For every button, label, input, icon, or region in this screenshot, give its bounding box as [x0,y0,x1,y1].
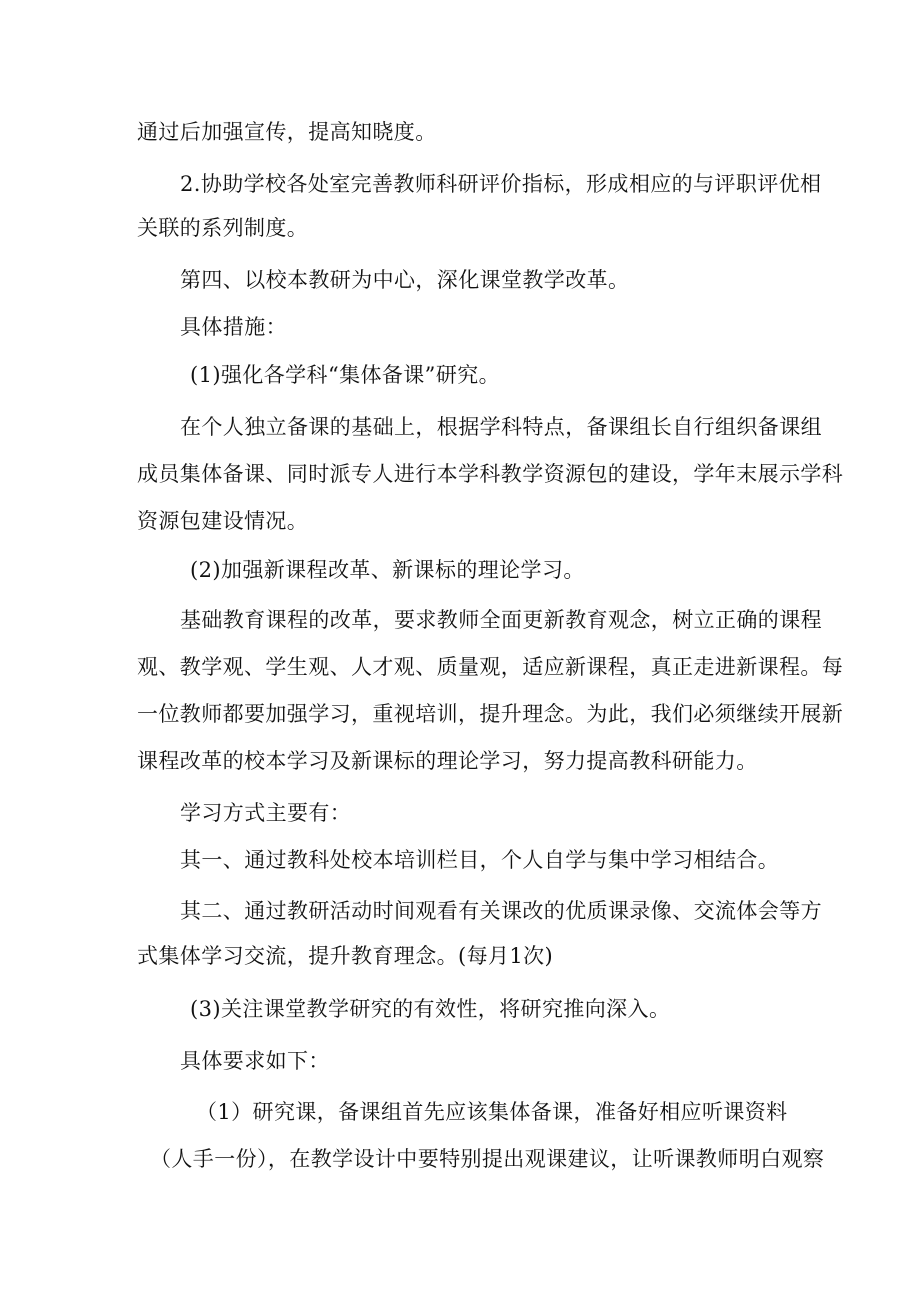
paragraph-line: 2.协助学校各处室完善教师科研评价指标，形成相应的与评职评优相 [180,172,822,196]
paragraph-line: 通过后加强宣传，提高知晓度。 [137,120,437,144]
subheading: (1)强化各学科“集体备课”研究。 [190,363,501,387]
subheading: (2)加强新课程改革、新课标的理论学习。 [190,558,585,582]
paragraph-line: 成员集体备课、同时派专人进行本学科教学资源包的建设，学年末展示学科 [137,462,844,486]
paragraph-line: 具体要求如下： [180,1049,330,1073]
paragraph-line: 具体措施： [180,315,287,339]
subheading: (3)关注课堂教学研究的有效性，将研究推向深入。 [190,997,671,1021]
paragraph-line: 其二、通过教研活动时间观看有关课改的优质课录像、交流体会等方 [180,899,822,923]
paragraph-line: 关联的系列制度。 [137,216,309,240]
paragraph-line: 学习方式主要有： [180,801,352,825]
paragraph-line: （1）研究课，备课组首先应该集体备课，准备好相应听课资料 [196,1100,788,1124]
paragraph-line: 基础教育课程的改革，要求教师全面更新教育观念，树立正确的课程 [180,608,822,632]
paragraph-line: 在个人独立备课的基础上，根据学科特点，备课组长自行组织备课组 [180,415,822,439]
paragraph-line: 其一、通过教科处校本培训栏目，个人自学与集中学习相结合。 [180,848,780,872]
paragraph-line: 课程改革的校本学习及新课标的理论学习，努力提高教科研能力。 [137,749,758,773]
paragraph-line: 一位教师都要加强学习，重视培训，提升理念。为此，我们必须继续开展新 [137,702,844,726]
paragraph-line: （人手一份），在教学设计中要特别提出观课建议，让听课教师明白观察 [150,1147,825,1171]
paragraph-line: 观、教学观、学生观、人才观、质量观，适应新课程，真正走进新课程。每 [137,655,844,679]
paragraph-line: 资源包建设情况。 [137,509,309,533]
section-heading: 第四、以校本教研为中心，深化课堂教学改革。 [180,268,630,292]
paragraph-line: 式集体学习交流，提升教育理念。(每月1次) [137,944,554,968]
